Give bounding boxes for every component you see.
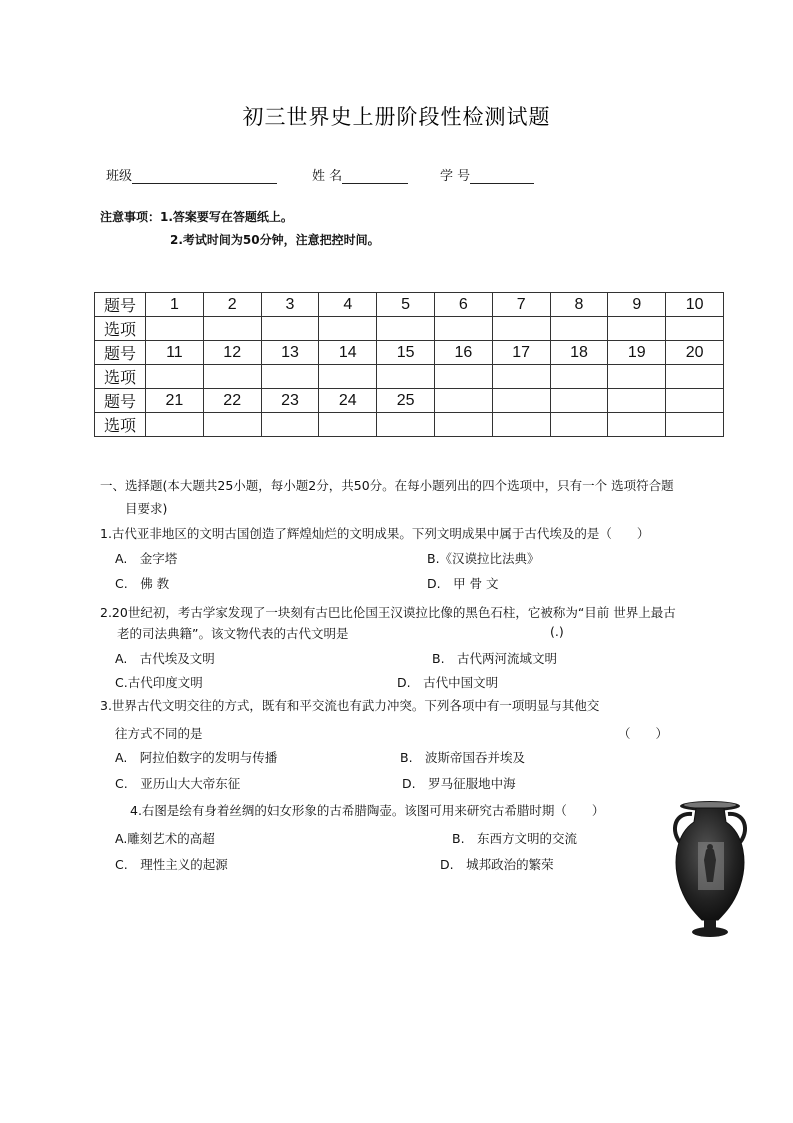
q3-option-b[interactable]: B. 波斯帝国吞并埃及: [400, 750, 526, 765]
grid-question-number: 14: [319, 341, 377, 365]
grid-answer-cell[interactable]: [550, 317, 608, 341]
grid-question-number: 16: [434, 341, 492, 365]
grid-question-number: 11: [146, 341, 204, 365]
grid-answer-cell[interactable]: [434, 365, 492, 389]
q1-option-c[interactable]: C. 佛 教: [115, 576, 170, 591]
q3-option-d[interactable]: D. 罗马征服地中海: [402, 776, 516, 791]
grid-answer-cell[interactable]: [550, 365, 608, 389]
grid-question-number: 9: [608, 293, 666, 317]
grid-answer-cell[interactable]: [550, 413, 608, 437]
grid-answer-cell[interactable]: [261, 365, 319, 389]
name-blank[interactable]: [342, 169, 408, 184]
grid-question-number: 10: [666, 293, 724, 317]
vase-stem: [704, 920, 716, 928]
class-label: 班级: [106, 169, 133, 184]
grid-question-number: 8: [550, 293, 608, 317]
greek-amphora-image: [668, 800, 752, 940]
grid-answer-cell[interactable]: [666, 317, 724, 341]
grid-answer-row: [95, 413, 724, 437]
grid-answer-cell[interactable]: [434, 413, 492, 437]
grid-answer-cell[interactable]: [146, 413, 204, 437]
grid-question-number: 1: [146, 293, 204, 317]
q2-option-c[interactable]: C.古代印度文明: [115, 675, 203, 690]
grid-answer-label: 选项: [95, 413, 146, 437]
grid-answer-cell[interactable]: [608, 413, 666, 437]
id-field: [440, 165, 534, 184]
notice-line1: [100, 208, 293, 225]
class-field: [106, 165, 277, 184]
grid-question-number: [608, 389, 666, 413]
grid-question-number: 4: [319, 293, 377, 317]
q3-option-a[interactable]: A. 阿拉伯数字的发明与传播: [115, 750, 278, 765]
grid-question-number: 22: [203, 389, 261, 413]
grid-answer-cell[interactable]: [608, 317, 666, 341]
grid-answer-cell[interactable]: [492, 317, 550, 341]
name-field: [312, 165, 408, 184]
grid-question-number: 24: [319, 389, 377, 413]
grid-question-number: 3: [261, 293, 319, 317]
page-title: 初三世界史上册阶段性检测试题: [242, 105, 551, 129]
notice-item-2: 2.考试时间为50分钟，注意把控时间。: [170, 233, 380, 247]
grid-answer-cell[interactable]: [492, 365, 550, 389]
grid-answer-cell[interactable]: [261, 413, 319, 437]
q3-answer-slot[interactable]: （ ）: [618, 726, 669, 741]
question-4: 4.右图是绘有身着丝绸的妇女形象的古希腊陶壶。该图可用来研究古希腊时期（ ）: [130, 803, 605, 818]
grid-answer-cell[interactable]: [203, 413, 261, 437]
question-3-cont: 往方式不同的是: [115, 726, 203, 741]
grid-answer-row: [95, 365, 724, 389]
grid-number-row: [95, 389, 724, 413]
grid-answer-cell[interactable]: [261, 317, 319, 341]
q2-option-d[interactable]: D. 古代中国文明: [397, 675, 499, 690]
q2-option-b[interactable]: B. 古代两河流域文明: [432, 651, 558, 666]
grid-question-number: 20: [666, 341, 724, 365]
grid-answer-cell[interactable]: [203, 365, 261, 389]
grid-answer-cell[interactable]: [146, 365, 204, 389]
q4-option-d[interactable]: D. 城邦政治的繁荣: [440, 857, 554, 872]
grid-answer-cell[interactable]: [666, 413, 724, 437]
grid-answer-cell[interactable]: [203, 317, 261, 341]
grid-answer-cell[interactable]: [319, 413, 377, 437]
grid-question-number: 13: [261, 341, 319, 365]
grid-answer-cell[interactable]: [146, 317, 204, 341]
section-heading-cont: 目要求): [125, 501, 168, 516]
q4-option-b[interactable]: B. 东西方文明的交流: [452, 831, 578, 846]
grid-answer-cell[interactable]: [377, 317, 435, 341]
question-2-cont: 老的司法典籍”。该文物代表的古代文明是: [117, 626, 349, 641]
q3-option-c[interactable]: C. 亚历山大大帝东征: [115, 776, 241, 791]
grid-answer-cell[interactable]: [377, 365, 435, 389]
notice-label: 注意事项：: [100, 210, 161, 224]
grid-number-row: [95, 341, 724, 365]
grid-question-number: 21: [146, 389, 204, 413]
vase-mouth: [684, 802, 736, 808]
grid-header-label: 题号: [95, 293, 146, 317]
grid-question-number: 5: [377, 293, 435, 317]
class-blank[interactable]: [132, 169, 277, 184]
vase-figure-head: [707, 844, 713, 850]
grid-question-number: 2: [203, 293, 261, 317]
grid-answer-label: 选项: [95, 317, 146, 341]
grid-answer-label: 选项: [95, 365, 146, 389]
q4-option-c[interactable]: C. 理性主义的起源: [115, 857, 228, 872]
grid-question-number: 7: [492, 293, 550, 317]
section-heading: 一、选择题(本大题共25小题，每小题2分，共50分。在每小题列出的四个选项中，只有一个 选项符合题: [100, 478, 674, 493]
id-blank[interactable]: [470, 169, 534, 184]
notice-item-1: 1.答案要写在答题纸上。: [160, 210, 293, 224]
grid-question-number: [550, 389, 608, 413]
question-3: 3.世界古代文明交往的方式，既有和平交流也有武力冲突。下列各项中有一项明显与其他交: [100, 698, 600, 713]
name-label: 姓 名: [312, 169, 343, 184]
question-1: 1.古代亚非地区的文明古国创造了辉煌灿烂的文明成果。下列文明成果中属于古代埃及的是（ ）: [100, 526, 650, 541]
grid-question-number: 25: [377, 389, 435, 413]
q2-answer-slot[interactable]: (.): [550, 624, 564, 639]
grid-question-number: [666, 389, 724, 413]
question-2: 2.20世纪初，考古学家发现了一块刻有古巴比伦国王汉谟拉比像的黑色石柱，它被称为“目前 世界上最古: [100, 605, 676, 620]
grid-question-number: 23: [261, 389, 319, 413]
grid-question-number: 15: [377, 341, 435, 365]
grid-answer-cell[interactable]: [666, 365, 724, 389]
grid-answer-row: [95, 317, 724, 341]
q2-option-a[interactable]: A. 古代埃及文明: [115, 651, 215, 666]
grid-question-number: [492, 389, 550, 413]
grid-question-number: 18: [550, 341, 608, 365]
grid-answer-cell[interactable]: [319, 365, 377, 389]
q4-option-a[interactable]: A.雕刻艺术的高超: [115, 831, 215, 846]
grid-header-label: 题号: [95, 389, 146, 413]
q1-option-d[interactable]: D. 甲 骨 文: [427, 576, 499, 591]
answer-grid: [94, 292, 724, 437]
vase-foot: [692, 927, 728, 937]
grid-answer-cell[interactable]: [319, 317, 377, 341]
grid-question-number: 6: [434, 293, 492, 317]
grid-question-number: 17: [492, 341, 550, 365]
grid-question-number: 19: [608, 341, 666, 365]
q1-option-b[interactable]: B.《汉谟拉比法典》: [427, 551, 540, 566]
grid-number-row: [95, 293, 724, 317]
grid-answer-cell[interactable]: [492, 413, 550, 437]
grid-question-number: [434, 389, 492, 413]
grid-answer-cell[interactable]: [608, 365, 666, 389]
q1-option-a[interactable]: A. 金字塔: [115, 551, 178, 566]
grid-answer-cell[interactable]: [434, 317, 492, 341]
grid-answer-cell[interactable]: [377, 413, 435, 437]
id-label: 学 号: [440, 169, 471, 184]
grid-question-number: 12: [203, 341, 261, 365]
grid-header-label: 题号: [95, 341, 146, 365]
